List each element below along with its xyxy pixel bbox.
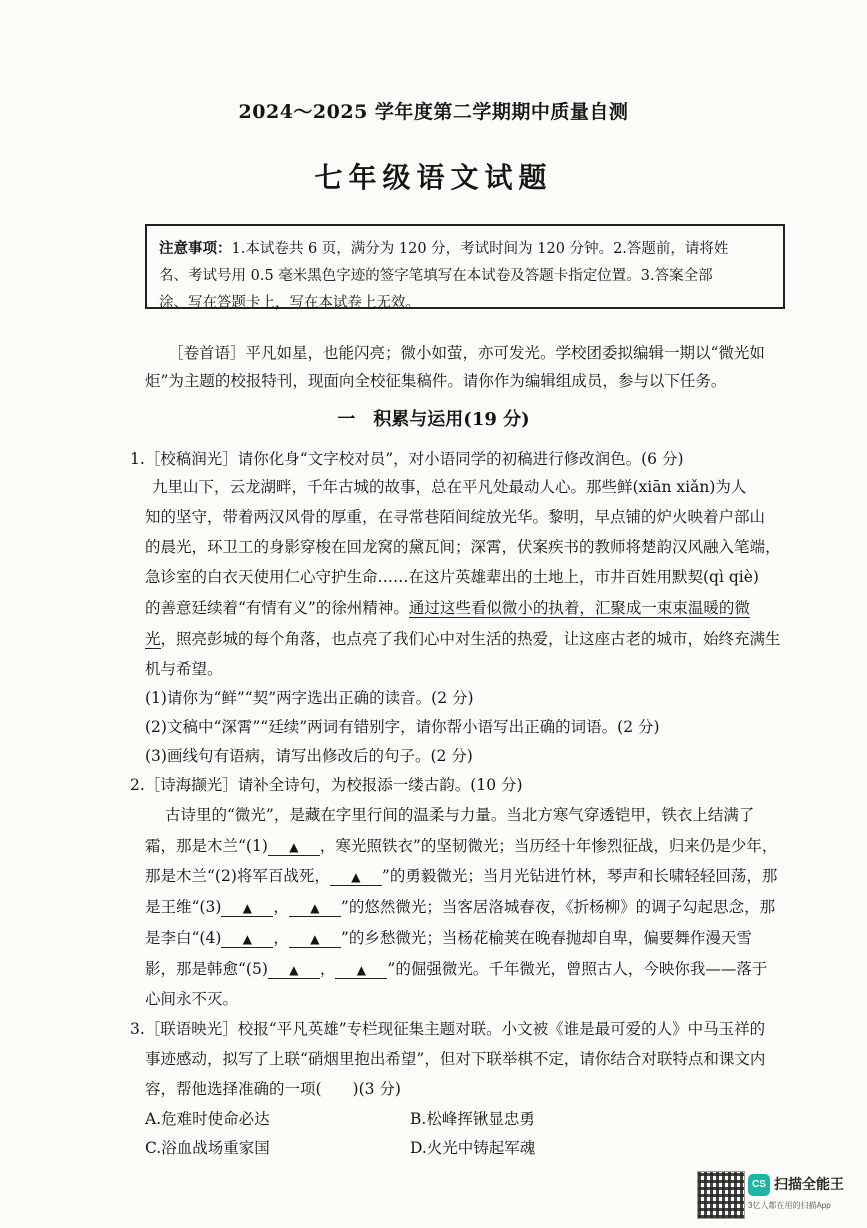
q3-option-d[interactable]: D.火光中铸起军魂 bbox=[410, 1139, 536, 1157]
notice-line-2: 名、考试号用 0.5 毫米黑色字迹的签字笔填写在本试卷及答题卡指定位置。3.答案全部 bbox=[159, 268, 713, 284]
q1-stem: 1.［校稿润光］请你化身“文字校对员”，对小语同学的初稿进行修改润色。(6 分) bbox=[130, 450, 684, 468]
q3-option-b[interactable]: B.松峰挥锹显忠勇 bbox=[410, 1110, 535, 1128]
blank-5a[interactable]: ▲ bbox=[268, 962, 320, 979]
q2-stem: 2.［诗海撷光］请补全诗句，为校报添一缕古韵。(10 分) bbox=[130, 776, 523, 794]
notice-line-1: 1.本试卷共 6 页，满分为 120 分，考试时间为 120 分钟。2.答题前，请将姓 bbox=[231, 241, 729, 257]
camscanner-tagline: 3亿人都在用的扫描App bbox=[748, 1201, 831, 1210]
q2-text: ，寒光照铁衣”的坚韧微光；当历经十年惨烈征战，归来仍是少年， bbox=[319, 837, 778, 855]
q2-text: 是李白“(4) bbox=[145, 929, 222, 947]
q1-para-line bbox=[145, 627, 867, 649]
q2-text: 影，那是韩愈“(5) bbox=[145, 960, 268, 978]
exam-header: 2024～2025 学年度第二学期期中质量自测 bbox=[238, 101, 629, 123]
q2-text: ， bbox=[273, 898, 289, 916]
q1-underlined-sentence-end: 光 bbox=[145, 630, 161, 648]
q1-sub-1: (1)请你为“鲜”“契”两字选出正确的读音。(2 分) bbox=[145, 689, 474, 707]
q1-text: ，照亮彭城的每个角落，也点亮了我们心中对生活的热爱，让这座古老的城市，始终充满生 bbox=[160, 630, 781, 648]
q2-text: 是王维“(3) bbox=[145, 898, 222, 916]
q2-line: 心间永不灭。 bbox=[145, 990, 239, 1008]
q1-para-line bbox=[145, 596, 867, 618]
q2-text: ， bbox=[273, 929, 289, 947]
q2-text: ”的倔强微光。千年微光，曾照古人，今映你我——落于 bbox=[387, 960, 768, 978]
q3-line: 3.［联语映光］校报“平凡英雄”专栏现征集主题对联。小文被《谁是最可爱的人》中马玉祥的 bbox=[130, 1020, 766, 1038]
q2-line bbox=[145, 957, 867, 979]
preface-line-1: ［卷首语］平凡如星，也能闪亮；微小如萤，亦可发光。学校团委拟编辑一期以“微光如 bbox=[168, 344, 765, 362]
q2-line bbox=[145, 926, 867, 948]
q2-text: 霜，那是木兰“(1) bbox=[145, 837, 268, 855]
blank-4a[interactable]: ▲ bbox=[221, 931, 273, 948]
notice-label: 注意事项： bbox=[159, 240, 232, 257]
qr-code-icon bbox=[697, 1171, 745, 1219]
blank-4b[interactable]: ▲ bbox=[289, 931, 341, 948]
q3-option-a[interactable]: A.危难时使命必达 bbox=[145, 1110, 270, 1128]
blank-3a[interactable]: ▲ bbox=[221, 900, 273, 917]
q2-line: 古诗里的“微光”，是藏在字里行间的温柔与力量。当北方寒气穿透铠甲，铁衣上结满了 bbox=[165, 806, 755, 824]
q1-para-line: 机与希望。 bbox=[145, 660, 223, 678]
exam-title: 七年级语文试题 bbox=[314, 161, 553, 194]
preface-line-2: 炬”为主题的校报特刊，现面向全校征集稿件。请你作为编辑组成员，参与以下任务。 bbox=[145, 372, 727, 390]
blank-2[interactable]: ▲ bbox=[330, 869, 382, 886]
q2-line bbox=[145, 834, 867, 856]
q1-para-line: 知的坚守，带着两汉风骨的厚重，在寻常巷陌间绽放光华。黎明，早点铺的炉火映着户部山 bbox=[145, 508, 766, 526]
notice-box bbox=[145, 224, 785, 309]
q1-text: 的善意廷续着“有情有义”的徐州精神。 bbox=[145, 599, 409, 617]
notice-line-3: 涂、写在答题卡上，写在本试卷上无效。 bbox=[159, 295, 420, 311]
q1-sub-2: (2)文稿中“深霄”“廷续”两词有错别字，请你帮小语写出正确的词语。(2 分) bbox=[145, 718, 660, 736]
q2-text: 那是木兰“(2)将军百战死， bbox=[145, 867, 330, 885]
q2-text: ”的勇毅微光；当月光钻进竹林，琴声和长啸轻轻回荡，那 bbox=[381, 867, 778, 885]
blank-5b[interactable]: ▲ bbox=[335, 962, 387, 979]
blank-3b[interactable]: ▲ bbox=[289, 900, 341, 917]
q1-para-line: 九里山下，云龙湖畔，千年古城的故事，总在平凡处最动人心。那些鲜(xiān xiǎn)为人 bbox=[152, 478, 747, 496]
q2-line bbox=[145, 895, 867, 917]
q3-line: 事迹感动，拟写了上联“硝烟里抱出希望”，但对下联举棋不定，请你结合对联特点和课文内 bbox=[145, 1050, 766, 1068]
q2-text: ， bbox=[319, 960, 336, 978]
q1-para-line: 急诊室的白衣天使用仁心守护生命……在这片英雄辈出的土地上，市井百姓用默契(qì qiè) bbox=[145, 568, 759, 586]
q1-para-line: 的晨光，环卫工的身影穿梭在回龙窝的黛瓦间；深霄，伏案疾书的教师将楚韵汉风融入笔端， bbox=[145, 538, 781, 556]
blank-1[interactable]: ▲ bbox=[268, 839, 320, 856]
q2-text: ”的乡愁微光；当杨花榆荚在晚春抛却自卑，偏要舞作漫天雪 bbox=[340, 929, 752, 947]
q2-text: ”的悠然微光；当客居洛城春夜，《折杨柳》的调子勾起思念，那 bbox=[340, 898, 776, 916]
camscanner-logo-icon: CS bbox=[748, 1174, 770, 1196]
q3-option-c[interactable]: C.浴血战场重家国 bbox=[145, 1139, 270, 1157]
section-1-title: 一 积累与运用(19 分) bbox=[337, 409, 530, 430]
q1-underlined-sentence: 通过这些看似微小的执着，汇聚成一束束温暖的微 bbox=[408, 599, 750, 617]
q2-line bbox=[145, 864, 867, 886]
q3-line: 容，帮他选择准确的一项( )(3 分) bbox=[145, 1080, 401, 1098]
q1-sub-3: (3)画线句有语病，请写出修改后的句子。(2 分) bbox=[145, 747, 473, 765]
camscanner-brand: 扫描全能王 bbox=[774, 1176, 844, 1192]
